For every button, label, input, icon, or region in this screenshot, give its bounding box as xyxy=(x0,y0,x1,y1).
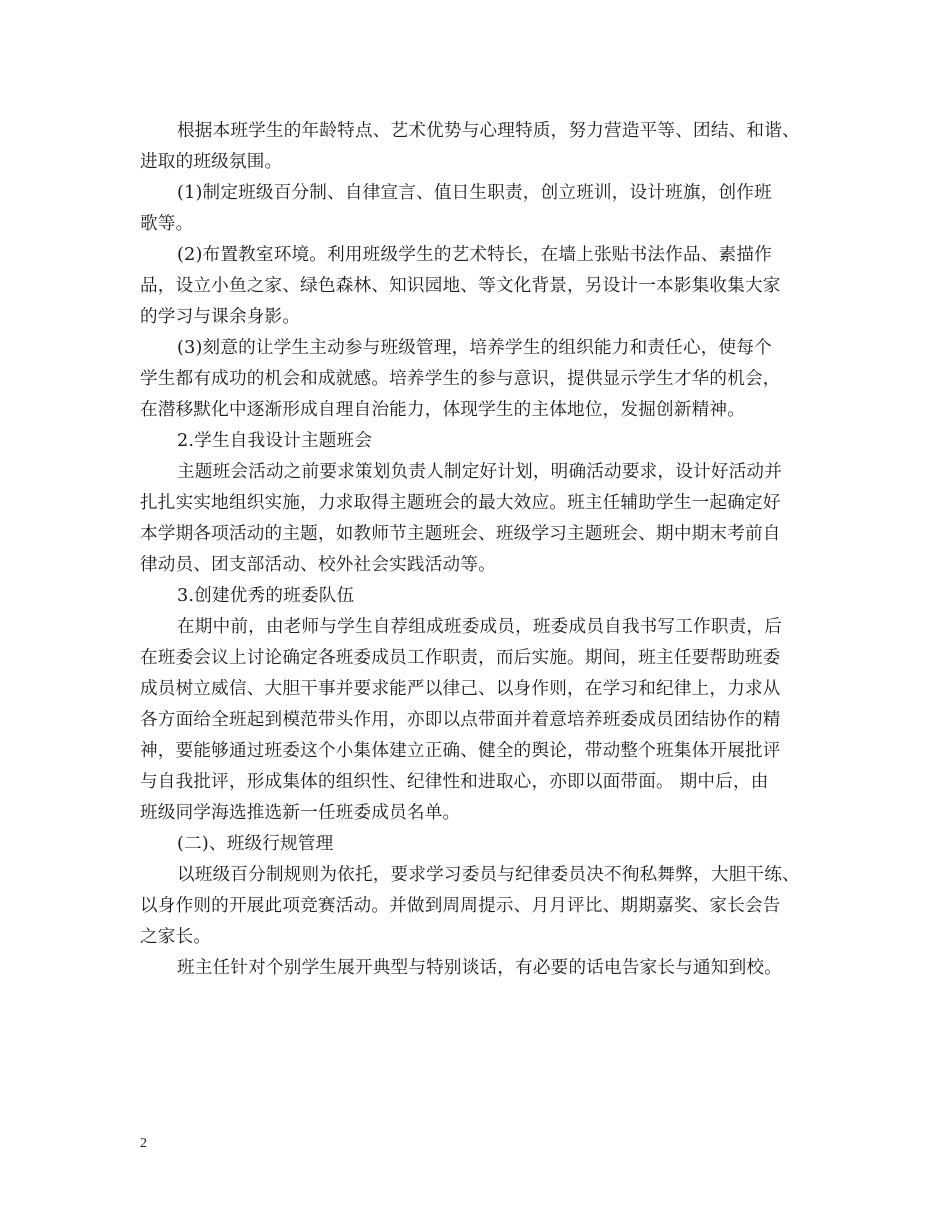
text-line: 学生都有成功的机会和成就感。培养学生的参与意识，提供显示学生才华的机会， xyxy=(140,369,781,389)
text-line: (3)刻意的让学生主动参与班级管理，培养学生的组织能力和责任心，使每个 xyxy=(177,338,772,358)
section-heading-class-committee xyxy=(140,581,830,612)
text-line: 进取的班级氛围。 xyxy=(140,152,283,172)
paragraph-item-2 xyxy=(140,240,830,333)
text-line: 律动员、团支部活动、校外社会实践活动等。 xyxy=(140,555,496,575)
text-line: 在班委会议上讨论确定各班委成员工作职责，而后实施。期间，班主任要帮助班委 xyxy=(140,648,781,668)
paragraph-class-atmosphere xyxy=(140,116,830,178)
document-body xyxy=(140,116,830,984)
paragraph-class-meeting xyxy=(140,457,830,581)
text-line: (二)、班级行规管理 xyxy=(177,834,334,854)
text-line: 在潜移默化中逐渐形成自理自治能力，体现学生的主体地位，发掘创新精神。 xyxy=(140,400,745,420)
paragraph-conduct-management xyxy=(140,860,830,953)
paragraph-item-3 xyxy=(140,333,830,426)
text-line: (2)布置教室环境。利用班级学生的艺术特长，在墙上张贴书法作品、素描作 xyxy=(177,245,772,265)
section-heading-conduct-management xyxy=(140,829,830,860)
text-line: 3.创建优秀的班委队伍 xyxy=(177,586,355,606)
paragraph-class-committee xyxy=(140,612,830,829)
text-line: 班主任针对个别学生展开典型与特别谈话，有必要的话电告家长与通知到校。 xyxy=(177,958,782,978)
text-line: 与自我批评，形成集体的组织性、纪律性和进取心，亦即以面带面。 期中后，由 xyxy=(140,772,769,792)
text-line: 神，要能够通过班委这个小集体建立正确、健全的舆论，带动整个班集体开展批评 xyxy=(140,741,781,761)
text-line: 根据本班学生的年龄特点、艺术优势与心理特质，努力营造平等、团结、和谐、 xyxy=(177,121,800,141)
text-line: 之家长。 xyxy=(140,927,212,947)
page-number: 2 xyxy=(140,1136,147,1151)
text-line: 品，设立小鱼之家、绿色森林、知识园地、等文化背景，另设计一本影集收集大家 xyxy=(140,276,781,296)
text-line: 的学习与课余身影。 xyxy=(140,307,301,327)
text-line: 班级同学海选推选新一任班委成员名单。 xyxy=(140,803,461,823)
text-line: 以身作则的开展此项竞赛活动。并做到周周提示、月月评比、期期嘉奖、家长会告 xyxy=(140,896,781,916)
text-line: 歌等。 xyxy=(140,214,194,234)
text-line: 2.学生自我设计主题班会 xyxy=(177,431,373,451)
paragraph-teacher-talks xyxy=(140,953,830,984)
section-heading-class-meeting xyxy=(140,426,830,457)
text-line: 在期中前，由老师与学生自荐组成班委成员，班委成员自我书写工作职责，后 xyxy=(177,617,782,637)
text-line: 主题班会活动之前要求策划负责人制定好计划，明确活动要求，设计好活动并 xyxy=(177,462,782,482)
text-line: 本学期各项活动的主题，如教师节主题班会、班级学习主题班会、期中期末考前自 xyxy=(140,524,781,544)
text-line: 各方面给全班起到模范带头作用，亦即以点带面并着意培养班委成员团结协作的精 xyxy=(140,710,781,730)
text-line: 扎扎实实地组织实施，力求取得主题班会的最大效应。班主任辅助学生一起确定好 xyxy=(140,493,781,513)
paragraph-item-1 xyxy=(140,178,830,240)
text-line: (1)制定班级百分制、自律宣言、值日生职责，创立班训，设计班旗，创作班 xyxy=(177,183,772,203)
text-line: 以班级百分制规则为依托，要求学习委员与纪律委员决不徇私舞弊，大胆干练、 xyxy=(177,865,800,885)
text-line: 成员树立威信、大胆干事并要求能严以律己、以身作则，在学习和纪律上，力求从 xyxy=(140,679,781,699)
